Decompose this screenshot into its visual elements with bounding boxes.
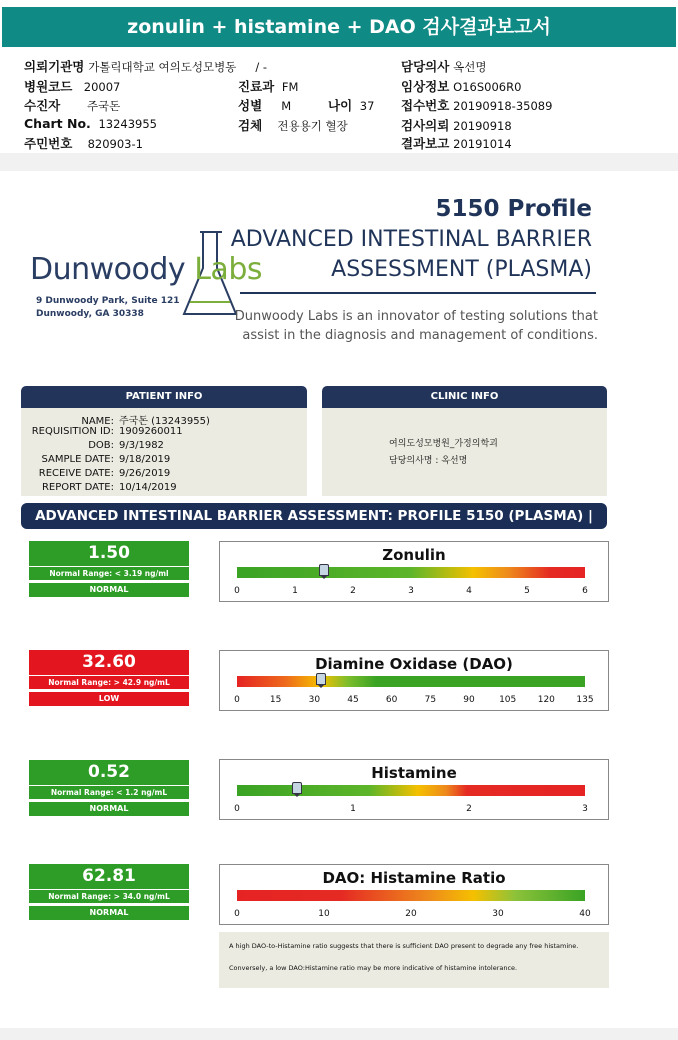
gauge-tick-label: 3: [408, 586, 414, 596]
gauge-tick-label: 2: [350, 586, 356, 596]
clinic-doctor: 담당의사명 : 옥선명: [389, 456, 468, 466]
age-value: 37: [359, 99, 375, 113]
test-normal-range: Normal Range: > 34.0 ng/mL: [29, 890, 189, 903]
lab-logo: [30, 252, 262, 287]
receipt-value: 20190918-35089: [453, 99, 553, 113]
sex-label: 성별: [238, 98, 263, 113]
gauge-bar: [237, 890, 585, 901]
request-label: 검사의뢰: [401, 118, 450, 133]
gauge-tick-label: 40: [579, 909, 591, 919]
doctor-value: 옥선명: [453, 60, 487, 74]
result-row: [401, 134, 512, 152]
doctor-row: [401, 57, 486, 75]
patient-info-value: 10/14/2019: [119, 482, 177, 493]
gauge-tick-label: 0: [234, 909, 240, 919]
age-label: 나이: [328, 98, 353, 113]
patient-value: 주국돈: [86, 99, 121, 113]
gauge-tick-label: 10: [318, 909, 330, 919]
clinical-value: O16S006R0: [453, 80, 522, 94]
clinic-name: 여의도성모병원_가정의학괴: [389, 439, 498, 449]
gauge-tick-label: 135: [576, 695, 594, 705]
gauge-tick-label: 2: [466, 804, 472, 814]
gauge-tick-label: 5: [524, 586, 530, 596]
request-row: [401, 116, 512, 134]
lab-address-1: 9 Dunwoody Park, Suite 121: [36, 296, 180, 306]
patient-info-key: REPORT DATE:: [41, 482, 114, 493]
test-name: Histamine: [371, 764, 457, 782]
test-value: 0.52: [29, 760, 189, 785]
test-gauge: [219, 759, 609, 820]
ratio-note-1: A high DAO-to-Histamine ratio suggests that there is sufficient DAO present to degrade any free histamine.: [229, 942, 579, 950]
section-separator: [0, 153, 678, 171]
age-row: [328, 96, 374, 114]
resident-value: 820903-1: [87, 137, 143, 151]
patient-info-value: 9/26/2019: [119, 468, 171, 479]
gauge-marker: [319, 564, 329, 576]
test-normal-range: Normal Range: > 42.9 ng/mL: [29, 676, 189, 689]
ratio-notes: [219, 932, 609, 988]
test-gauge: [219, 541, 609, 602]
test-gauge: [219, 864, 609, 925]
gauge-bar: [237, 567, 585, 578]
patient-row: [24, 96, 120, 114]
gauge-tick-label: 4: [466, 586, 472, 596]
gauge-marker: [316, 673, 326, 685]
patient-info-row: [22, 468, 170, 479]
gauge-tick-label: 1: [350, 804, 356, 814]
hospital-code-value: 20007: [83, 80, 121, 94]
gauge-tick-label: 60: [385, 695, 398, 705]
sex-value: M: [281, 99, 292, 113]
request-value: 20190918: [453, 119, 512, 133]
specimen-row: [238, 116, 348, 134]
patient-info-key: DOB:: [88, 440, 114, 451]
gauge-tick-label: 30: [492, 909, 504, 919]
assessment-subtitle-1: ADVANCED INTESTINAL BARRIER: [230, 227, 592, 252]
result-label: 결과보고: [401, 136, 450, 151]
gauge-bar: [237, 785, 585, 796]
sex-row: [238, 96, 291, 114]
test-value-box: [29, 760, 189, 816]
specimen-value: 전용용기 혈장: [277, 119, 348, 133]
gauge-tick-label: 6: [582, 586, 588, 596]
test-flag: NORMAL: [29, 802, 189, 816]
patient-info-key: REQUISITION ID:: [31, 426, 114, 437]
lab-brand-accent: Labs: [194, 252, 262, 287]
receipt-label: 접수번호: [401, 98, 450, 113]
dept-row: [238, 77, 298, 95]
gauge-tick-label: 45: [347, 695, 359, 705]
clinic-info-box: [322, 408, 607, 496]
test-normal-range: Normal Range: < 1.2 ng/mL: [29, 786, 189, 799]
clinical-row: [401, 77, 521, 95]
lab-address-2: Dunwoody, GA 30338: [36, 309, 144, 319]
hospital-code-row: [24, 77, 120, 95]
resident-row: [24, 134, 143, 152]
institution-row: [24, 57, 267, 75]
gauge-tick-label: 20: [405, 909, 417, 919]
patient-info-key: NAME:: [81, 416, 114, 427]
patient-info-key: RECEIVE DATE:: [38, 468, 114, 479]
gauge-tick-label: 105: [499, 695, 517, 705]
gauge-tick-label: 75: [424, 695, 437, 705]
report-title: zonulin + histamine + DAO 검사결과보고서: [2, 7, 676, 47]
patient-info-value: 주국돈 (13243955): [119, 416, 210, 427]
page-footer: [0, 1028, 678, 1040]
test-name: Zonulin: [382, 546, 446, 564]
specimen-label: 검체: [238, 118, 263, 133]
assessment-banner: ADVANCED INTESTINAL BARRIER ASSESSMENT: PROFILE 5150 (PLASMA) |: [21, 503, 607, 529]
chart-row: [24, 116, 157, 131]
gauge-tick-label: 120: [537, 695, 555, 705]
gauge-tick-label: 1: [292, 586, 298, 596]
doctor-label: 담당의사: [401, 59, 450, 74]
patient-info-row: [22, 412, 210, 427]
gauge-tick-label: 15: [269, 695, 282, 705]
test-value: 1.50: [29, 541, 189, 566]
result-value: 20191014: [453, 137, 512, 151]
hospital-code-label: 병원코드: [24, 79, 73, 94]
dept-label: 진료과: [238, 79, 275, 94]
lab-brand-main: Dunwoody: [30, 252, 186, 287]
patient-info-heading: PATIENT INFO: [21, 386, 307, 408]
gauge-tick-label: 0: [234, 586, 240, 596]
test-value: 62.81: [29, 864, 189, 889]
patient-label: 수진자: [24, 98, 61, 113]
assessment-subtitle-2: ASSESSMENT (PLASMA): [331, 257, 592, 282]
patient-info-key: SAMPLE DATE:: [41, 454, 114, 465]
resident-label: 주민번호: [24, 136, 73, 151]
gauge-tick-label: 30: [308, 695, 321, 705]
gauge-tick-label: 90: [463, 695, 475, 705]
institution-suffix: / -: [255, 60, 268, 74]
receipt-row: [401, 96, 552, 114]
test-value-box: [29, 864, 189, 920]
patient-info-value: 9/18/2019: [119, 454, 171, 465]
ratio-note-2: Conversely, a low DAO:Histamine ratio may be more indicative of histamine intolerance.: [229, 964, 518, 972]
test-value-box: [29, 650, 189, 706]
clinic-info-heading: CLINIC INFO: [322, 386, 607, 408]
test-name: DAO: Histamine Ratio: [322, 869, 506, 887]
test-flag: LOW: [29, 692, 189, 706]
patient-info-value: 1909260011: [119, 426, 183, 437]
patient-info-row: [22, 440, 164, 451]
patient-info-value: 9/3/1982: [119, 440, 164, 451]
chart-label: Chart No.: [24, 116, 91, 131]
chart-value: 13243955: [98, 117, 157, 131]
gauge-tick-label: 3: [582, 804, 588, 814]
test-name: Diamine Oxidase (DAO): [315, 655, 513, 673]
patient-info-row: [22, 482, 177, 493]
clinical-label: 임상정보: [401, 79, 450, 94]
patient-info-row: [22, 426, 183, 437]
gauge-bar: [237, 676, 585, 687]
title-rule: [240, 292, 596, 294]
dept-value: FM: [281, 80, 299, 94]
test-flag: NORMAL: [29, 906, 189, 920]
institution-value: 가톨릭대학교 여의도성모병동: [88, 60, 237, 74]
test-value: 32.60: [29, 650, 189, 675]
test-value-box: [29, 541, 189, 597]
test-flag: NORMAL: [29, 583, 189, 597]
gauge-marker: [292, 782, 302, 794]
test-normal-range: Normal Range: < 3.19 ng/ml: [29, 567, 189, 580]
profile-title: 5150 Profile: [435, 196, 592, 222]
gauge-tick-label: 0: [234, 695, 240, 705]
institution-label: 의뢰기관명: [24, 59, 85, 74]
test-gauge: [219, 650, 609, 711]
gauge-tick-label: 0: [234, 804, 240, 814]
patient-info-row: [22, 454, 170, 465]
lab-tagline: Dunwoody Labs is an innovator of testing solutions that assist in the diagnosis and management of conditions.: [234, 309, 598, 343]
